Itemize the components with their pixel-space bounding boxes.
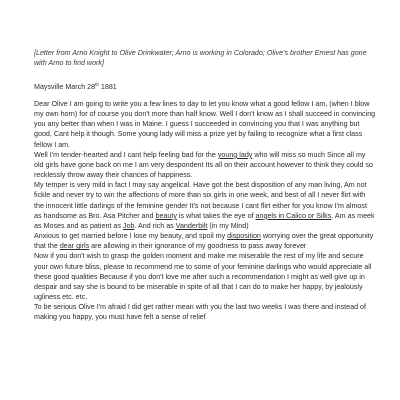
underlined-text: dear girls: [59, 242, 90, 251]
paragraph-text: Dear Olive I am going to write you a few lines to day to let you know what a good fellow I am, (when I blow my own horn) for of course you don't more than half know. Well I don't know as I shall succeed in convincing you any better than when I was in Maine. I guess I succeeded in convincing you that I was anything but good, Cant help it though. Some young lady will miss a prize yet by failing to recognize what a first class fellow I am.: [34, 100, 376, 149]
letter-dateline: [34, 82, 374, 92]
paragraph-text: is what takes the eye of: [176, 211, 256, 220]
letter-paragraph: [34, 180, 376, 231]
letter-body: [34, 99, 376, 322]
underlined-text: beauty: [155, 211, 177, 220]
underlined-text: angels in Calico or Silks: [255, 211, 332, 220]
paragraph-text: are allowing in their ignorance of my goodness to pass away forever: [89, 242, 307, 251]
paragraph-text: Anxious to get married before I lose my beauty, and spoil my: [34, 232, 228, 241]
paragraph-text: Now if you don't wish to grasp the golden moment and make me miserable the rest of my life and secure your own future bliss, please to recommend me to some of your feminine darlings who would appreciate all these good qualities Because if you don't love me after such a recommendation I might as well give up in despair and say she is bound to be miserable in spite of all that I can do to make her happy, by jealously ugliness etc. etc.: [34, 252, 372, 301]
paragraph-text: who will miss so much Since all my old girls have gone back on me I am very despondent Its all on their account however to think they could so recklessly throw away their chances of happiness.: [34, 150, 373, 180]
paragraph-text: To be serious Olive I'm afraid I did get rather mean with you the last two weeks I was there and instead of making you happy, you must have felt a sense of relief: [34, 303, 366, 322]
underlined-text: Job: [122, 221, 135, 230]
editorial-note: [Letter from Arno Knight to Olive Drinkwater; Arno is working in Colorado; Olive's brother Ernest has gone with Arno to find work]: [34, 49, 367, 68]
paragraph-text: worrying over the great opportunity that the: [34, 232, 374, 251]
dateline-place-date: Maysville March 28: [34, 83, 96, 91]
letter-paragraph: [34, 302, 376, 322]
paragraph-text: . And rich as: [134, 221, 176, 230]
underlined-text: Vanderbilt: [175, 221, 208, 230]
letter-paragraph: [34, 231, 376, 251]
letter-paragraph: [34, 99, 376, 150]
underlined-text: disposition: [227, 232, 261, 241]
letter-paragraph: [34, 251, 376, 302]
paragraph-text: Well I'm tender-hearted and I cant help feeling bad for the: [34, 150, 218, 159]
letter-paragraph: [34, 150, 376, 180]
underlined-text: young lady: [217, 150, 253, 159]
paragraph-text: (in my Mind): [207, 221, 249, 230]
paragraph-text: . Am as meek as Moses and as patient as: [34, 211, 375, 230]
dateline-ordinal: th: [95, 82, 99, 87]
paragraph-text: My temper is very mild in fact I may say angelical. Have got the best disposition of any man living, Am not fickle and never try to win the affections of more than six girls in one week, and best of all I never flirt with the innocent little darlings of the feminine gender It's not because I cant flirt either for you know I'm almost as handsome as Bro. Asa Pitcher and: [34, 181, 367, 220]
dateline-year: 1881: [100, 83, 117, 91]
